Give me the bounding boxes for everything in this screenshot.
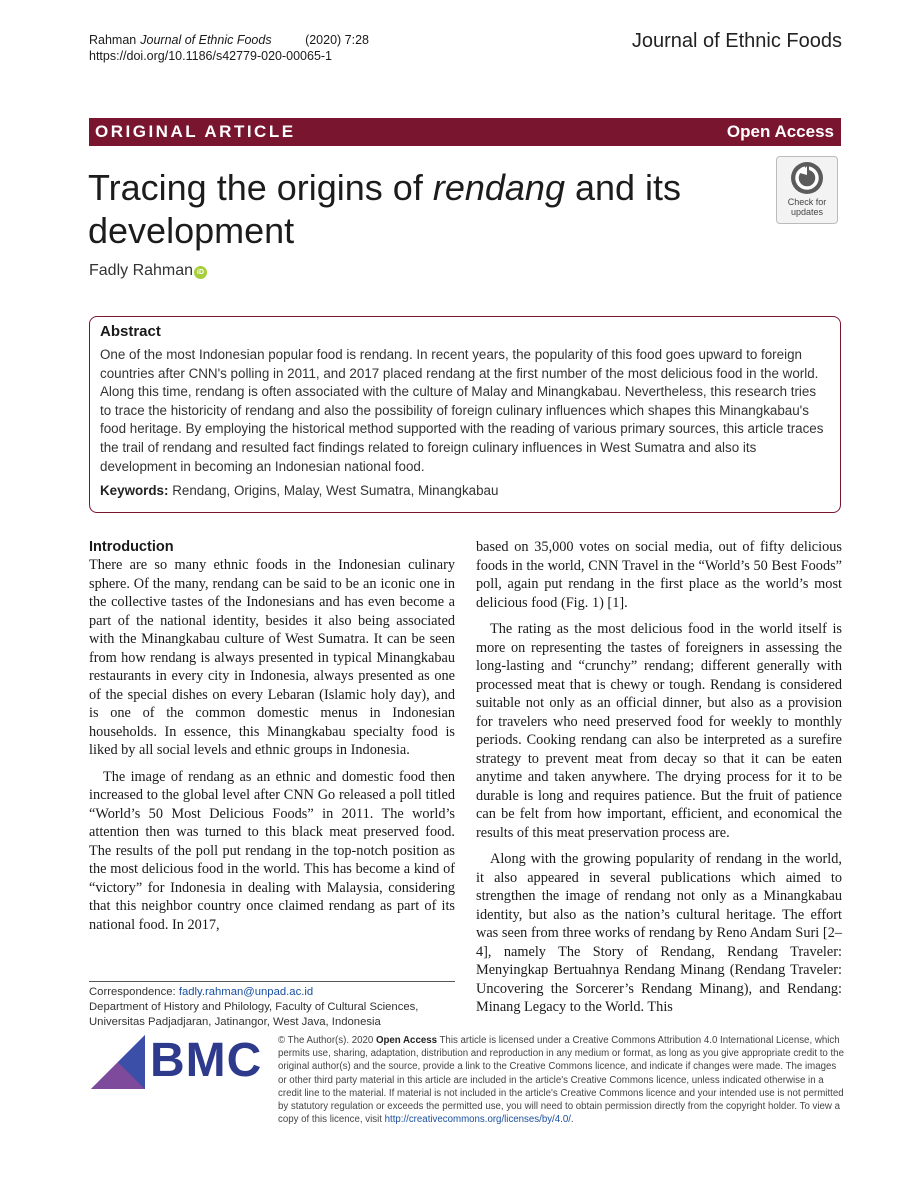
author-name[interactable]: Fadly Rahman	[89, 262, 194, 279]
keywords-list: Rendang, Origins, Malay, West Sumatra, Minangkabau	[172, 483, 499, 499]
bmc-logo-icon	[91, 1035, 145, 1089]
open-access-label: Open Access	[726, 122, 834, 141]
paragraph: Along with the growing popularity of rendang in the world, it also appeared in several publications which aimed to strengthen the image of rendang not only as a Minangkabau identity, but also as the nation’s cultural heritage. The effort was seen from three works of rendang by Reno Andam Suri [2–4], namely The Story of Rendang, Rendang Traveler: Menyingkap Bertuahnya Rendang Minang (Rendang Traveler: Uncovering the Sorcerer’s Rendang Minang), and Rendang: Minang Legacy to the World. This	[476, 851, 842, 1015]
correspondence-email-link[interactable]: fadly.rahman@unpad.ac.id	[178, 986, 314, 998]
body-column-left	[89, 538, 455, 934]
paragraph: There are so many ethnic foods in the Indonesian culinary sphere. Of the many, rendang can be said to be an iconic one in the collective tastes of the Indonesians and has even become a part of the national identity, besides it also being associated with the Minangkabau culture of West Sumatra. It can be seen from how rendang is always presented in typical Minangkabau restaurants in every city in Indonesia, always presented as one of the special dishes on every Lebaran (Islamic holy day), and is one of the common domestic menus in Indonesian households. In essence, this Minangkabau specialty food is liked by all social levels and ethnic groups in Indonesia.	[89, 557, 455, 758]
header-author: Rahman	[89, 33, 137, 47]
bmc-logo-text: BMC	[150, 1034, 263, 1087]
keywords-line	[100, 483, 830, 498]
body-column-right	[476, 538, 842, 1017]
paragraph: The rating as the most delicious food in the world itself is more on representing the tastes of foreigners in assessing the long-lasting and “crunchy” rendang; different generally with processed meat that is chewy or tough. Rendang is considered suitable not only as an official dinner, but also as a provision for travelers who need preserved food for weekly to monthly periods. Cooking rendang can also be interpreted as a surefire strategy to prevent meat from decay so that it can be eaten anytime and taken anywhere. The drying process for it to be durable is long and requires patience. But the fruit of patience can be felt from how important, efficient, and economical the results of this meat preservation process are.	[476, 621, 842, 841]
paragraph: The image of rendang as an ethnic and domestic food then increased to the global level after CNN Go released a poll titled “World’s 50 Most Delicious Foods” in 2011. The world’s attention then was turned to this black meat preserved food. The results of the poll put rendang in the top-notch position as the most delicious food in the world. This has become a kind of “victory” for Indonesia in dealing with Malaysia, considering that this neighbor country once claimed rendang as part of its national food. In 2017,	[89, 768, 455, 933]
title-text-2: and its	[564, 167, 682, 208]
license-statement	[278, 1034, 844, 1126]
footnote-divider	[89, 981, 455, 982]
running-header	[89, 32, 373, 64]
badge-line-1: Check for	[787, 197, 827, 207]
license-end: .	[570, 1114, 574, 1126]
header-journal: Journal of Ethnic Foods	[140, 33, 272, 47]
article-title	[88, 166, 708, 252]
author-line	[89, 262, 207, 280]
journal-name: Journal of Ethnic Foods	[631, 30, 842, 52]
license-open-access: Open Access	[375, 1035, 437, 1046]
orcid-icon[interactable]: iD	[194, 266, 207, 279]
abstract-text: One of the most Indonesian popular food is rendang. In recent years, the popularity of this food goes upward to foreign countries after CNN's polling in 2011, and 2017 placed rendang at the first number of the most delicious food in the world. Along this time, rendang is often associated with the culture of Malay and Minangkabau. Nevertheless, this research tries to trace the historicity of rendang and also the possibility of foreign culinary influences which shapes this Minangkabau's food heritage. By employing the historical method supported with the reading of various primary sources, this article traces the trail of rendang and resulted fact findings related to foreign culinary influences in West Sumatra and also its development in becoming an Indonesian national food.	[100, 347, 824, 474]
title-text-3: development	[88, 210, 295, 251]
correspondence-label: Correspondence:	[89, 986, 179, 998]
abstract-heading: Abstract	[100, 323, 161, 340]
check-for-updates-badge[interactable]	[776, 156, 838, 224]
section-heading-introduction: Introduction	[89, 539, 174, 555]
badge-line-2: updates	[790, 207, 824, 217]
abstract-box	[89, 316, 841, 513]
affiliation: Department of History and Philology, Faculty of Cultural Sciences, Universitas Padjadjaran, Jatinangor, West Java, Indonesia	[89, 1001, 419, 1028]
keywords-label: Keywords:	[100, 483, 169, 499]
correspondence-note	[89, 985, 469, 1030]
title-text-1: Tracing the origins of	[88, 167, 433, 208]
header-doi[interactable]: https://doi.org/10.1186/s42779-020-00065-1	[89, 49, 333, 63]
license-link[interactable]: http://creativecommons.org/licenses/by/4.0/	[384, 1114, 571, 1126]
paragraph: based on 35,000 votes on social media, out of fifty delicious foods in the world, CNN Travel in the “World’s 50 Best Foods” poll, again put rendang in the first place as the world’s most delicious food (Fig. 1) [1].	[476, 539, 842, 611]
header-year-volume: (2020) 7:28	[305, 33, 369, 47]
check-updates-icon	[790, 161, 824, 195]
license-text: This article is licensed under a Creative Commons Attribution 4.0 International License, which permits use, sharing, adaptation, distribution and reproduction in any medium or format, as long as you give appropriate credit to the original author(s) and the source, provide a link to the Creative Commons licence, and indicate if changes were made. The images or other third party material in this article are included in the article's Creative Commons licence, unless indicated otherwise in a credit line to the material. If material is not included in the article's Creative Commons licence and your intended use is not permitted by statutory regulation or exceeds the permitted use, you will need to obtain permission directly from the copyright holder. To view a copy of this licence, visit	[278, 1035, 844, 1126]
title-text-italic: rendang	[432, 167, 565, 208]
article-type-banner	[89, 118, 841, 146]
article-type-label: ORIGINAL ARTICLE	[95, 122, 296, 141]
license-copyright: © The Author(s). 2020	[278, 1035, 376, 1046]
